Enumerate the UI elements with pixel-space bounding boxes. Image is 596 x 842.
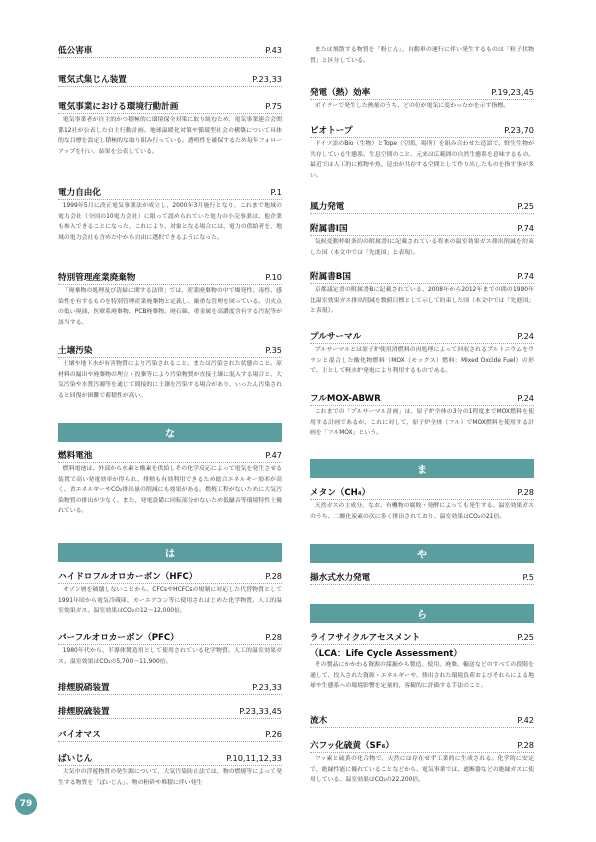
entry-term: 電力自由化 <box>58 188 101 198</box>
glossary-entry <box>310 486 534 522</box>
entry-page-ref: P.74 <box>517 271 534 281</box>
entry-page-ref: P.23,33,45 <box>239 706 282 716</box>
section-band-ra: ら <box>310 604 534 623</box>
entry-term: 流木 <box>310 716 328 726</box>
entry-page-ref: P.28 <box>265 632 282 642</box>
glossary-entry <box>310 222 534 258</box>
entry-description: プルサーマルとは原子炉使用済燃料の再処理によって回収されるプルトニウムをウランと混合した酸化物燃料（MOX（モックス）燃料：Mixed Oxcide Fuel）の形で、主として軽水炉発電により利用するものである。 <box>310 347 534 375</box>
entry-term: 附属書Ⅰ国 <box>310 224 348 234</box>
glossary-entry <box>58 344 282 401</box>
entry-page-ref: P.43 <box>265 45 282 55</box>
entry-page-ref: P.28 <box>517 740 534 750</box>
entry-page-ref: P.25 <box>517 632 534 642</box>
entry-description: ボイラーで発生した熱量のうち、どの位が電気に変わったかを示す指標。 <box>314 103 510 109</box>
entry-term: 土壌汚染 <box>58 346 93 356</box>
entry-page-ref: P.74 <box>517 223 534 233</box>
entry-description: 京都議定書の附属書Bに記載されている、2008年から2012年までの間の1990年比温室効果ガス排出削減を数値目標として示して約束した国（本文中では「先進国」と表現）。 <box>310 287 534 315</box>
entry-page-ref: P.26 <box>265 729 282 739</box>
glossary-entry <box>310 200 534 214</box>
section-band-na: な <box>58 423 282 442</box>
entry-description: 1999年5月に改正電気事業法が成立し、2000年3月施行となり、これまで地域の電力会社（全国の10電力会社）に限って認められていた電力の小売事業は、他企業も参入できることになった。これにより、対象となる場合には、電力の供給者を、地域の電力会社も含めた中から自由に選択できるようになった。 <box>58 203 282 241</box>
entry-description: フッ素と硫黄の化合物で、天然には存在せず工業的に生成される。化学的に安定で、絶縁性能に優れていることなどから、電気事業では、遮断器などの絶縁ガスに使用している。温室効果はCO₂の22,200倍。 <box>310 756 534 784</box>
entry-description: 電気事業者が自主的かつ積極的に環境保全対策に取り組むため、電気事業連合会関係12社が公表した自主行動計画。地球温暖化対策や循環型社会の構築について具体的な目標を設定し積極的な取り組み行っている。透明性を確保するため毎年フォローアップを行い、結果を公表している。 <box>58 117 282 155</box>
glossary-entry <box>310 86 534 112</box>
glossary-entry <box>58 44 282 58</box>
entry-term: 特別管理産業廃棄物 <box>58 273 136 283</box>
section-band-ha: は <box>58 543 282 562</box>
glossary-entry <box>310 631 534 692</box>
entry-term: 揚水式水力発電 <box>310 573 371 583</box>
glossary-entry <box>58 186 282 243</box>
entry-term-subtitle: （LCA：Life Cycle Assessment） <box>310 649 462 659</box>
entry-term: メタン（CH₄） <box>310 488 371 498</box>
glossary-entry <box>310 714 534 728</box>
entry-page-ref: P.28 <box>265 571 282 581</box>
glossary-entry <box>58 449 282 517</box>
entry-description: 気候変動枠組条約の附属書Ⅰに記載されている将来の温室効果ガス排出削減を約束した国（本文中では「先進国」と表現）。 <box>310 239 534 256</box>
entry-term: 燃料電池 <box>58 451 93 461</box>
entry-description: 1980年代から、半導体製造用として使用されている化学物質。人工的温室効果ガス。温室効果はCO₂の5,700～11,900倍。 <box>58 648 282 665</box>
entry-term: 電気式集じん装置 <box>58 75 127 85</box>
entry-page-ref: P.1 <box>270 187 282 197</box>
glossary-entry <box>310 571 534 585</box>
entry-page-ref: P.19,23,45 <box>491 87 534 97</box>
glossary-entry <box>310 270 534 317</box>
entry-term: 低公害車 <box>58 46 93 56</box>
entry-term: 電気事業における環境行動計画 <box>58 102 179 112</box>
entry-term: ビオトープ <box>310 126 353 136</box>
entry-description: 天然ガスの主成分。なお、有機物の腐敗・発酵によっても発生する。温室効果ガスのうち、二酸化炭素の次に多く排出されており、温室効果はCO₂の21倍。 <box>310 503 534 520</box>
entry-term: 排煙脱硫装置 <box>58 707 110 717</box>
entry-page-ref: P.28 <box>517 487 534 497</box>
entry-term: ばいじん <box>58 754 93 764</box>
entry-description: 燃料電池は、外部から水素と酸素を供給しその化学反応によって電気を発生させる装置で高い発電効率が得られ、排熱も有効利用できるため総合エネルギー効率が高く、省エネルギーやCO₂排出量の削減にも効果がある。燃焼工程がないために大気汚染物質の排出が少なく、また、発電設備に回転部分がないため低騒音等環境特性上優れている。 <box>58 466 282 515</box>
entry-page-ref: P.23,70 <box>504 125 534 135</box>
glossary-entry <box>58 631 282 667</box>
entry-description: 大気中の浮遊物質の発生源について、大気汚染防止法では、物の燃焼等によって発生する物質を「ばいじん」、物の粉砕や堆積に伴い発生 <box>58 769 282 786</box>
entry-page-ref: P.24 <box>517 331 534 341</box>
entry-page-ref: P.75 <box>265 101 282 111</box>
section-band-ya: や <box>310 544 534 563</box>
glossary-entry <box>58 728 282 742</box>
glossary-entry <box>58 73 282 87</box>
glossary-entry <box>58 100 282 157</box>
entry-term: 発電（熱）効率 <box>310 88 371 98</box>
entry-page-ref: P.42 <box>517 715 534 725</box>
section-band-ma: ま <box>310 459 534 478</box>
glossary-entry <box>58 570 282 617</box>
glossary-entry <box>58 271 282 328</box>
entry-term: プルサーマル <box>310 332 362 342</box>
entry-term: 風力発電 <box>310 202 345 212</box>
entry-page-ref: P.5 <box>522 572 534 582</box>
entry-term: 附属書B国 <box>310 272 351 282</box>
entry-description: オゾン層を破壊しないことから、CFCsやHCFCsの規制に対応した代替物質として1991年頃から電気冷蔵庫、カーエアコン等に使用されはじめた化学物質。人工的温室効果ガス。温室効果はCO₂の12～12,000倍。 <box>58 587 282 615</box>
entry-page-ref: P.24 <box>517 393 534 403</box>
entry-page-ref: P.47 <box>265 450 282 460</box>
entry-term: ハイドロフルオロカーボン（HFC） <box>58 572 198 582</box>
page-number-badge: 79 <box>15 793 37 815</box>
entry-description: 「廃棄物の処理及び清掃に関する法律」では、産業廃棄物の中で爆発性、毒性、感染性を有するものを特別管理産業廃棄物と定義し、厳重な管理を図っている。引火点の低い廃油、医療系廃棄物、PCB廃棄物、廃石綿、重金属を高濃度含有する汚泥等が該当する。 <box>58 288 282 326</box>
entry-description: ドイツ語のBio（生物）とTope（空間、場所）を組み合わせた造語で、野生生物が共存している生態系、生息空間のこと。元来は広範囲の自然生態系を意味するもの。最近では人工的に植物や魚、昆虫が共存する空間として作り出したものを指す事が多い。 <box>310 141 534 179</box>
entry-page-ref: P.23,33 <box>252 682 282 692</box>
entry-description: 土壌や地下水が有害物質により汚染されること。または汚染された状態のこと。原材料の漏出や廃棄物の埋立・投棄等により汚染物質が直接土壌に混入する場合と、大気汚染や水質汚濁等を通じて間接的に土壌を汚染する場合があり、いったん汚染されると回復が困難で蓄積性が高い。 <box>58 361 282 399</box>
glossary-entry <box>310 124 534 181</box>
entry-description: これまでの「プルサーマル計画」は、原子炉全体の3分の1程度までMOX燃料を使用する計画であるが、これに対して、原子炉全体（フル）でMOX燃料を使用する計画を「フルMOX」という。 <box>310 409 534 437</box>
entry-page-ref: P.35 <box>265 345 282 355</box>
glossary-entry <box>310 392 534 439</box>
entry-term: 排煙脱硝装置 <box>58 683 110 693</box>
glossary-entry <box>310 330 534 377</box>
glossary-entry-continued <box>310 44 534 66</box>
glossary-entry <box>58 681 282 695</box>
entry-term: 六フッ化硫黄（SF₆） <box>310 741 394 751</box>
entry-description: または飛散する物質を「粉じん」、自動車の運行に伴い発生するものは「粒子状物質」と区分している。 <box>310 47 534 64</box>
entry-page-ref: P.25 <box>517 201 534 211</box>
glossary-entry <box>58 752 282 788</box>
entry-term: フルMOX-ABWR <box>310 394 381 404</box>
entry-term: ライフサイクルアセスメント <box>310 633 421 643</box>
glossary-entry <box>310 739 534 786</box>
entry-page-ref: P.10 <box>265 272 282 282</box>
entry-description: その製品にかかわる資源の採掘から製造、使用、廃棄、輸送などのすべての段階を通して、投入された資源・エネルギーや、排出された環境負荷およびそれらによる地球や生態系への環境影響を定量的、客観的に評価する手法のこと。 <box>310 662 534 690</box>
entry-page-ref: P.10,11,12,33 <box>226 753 282 763</box>
glossary-entry <box>58 705 282 719</box>
entry-page-ref: P.23,33 <box>252 74 282 84</box>
entry-term: バイオマス <box>58 730 101 740</box>
entry-term: パーフルオロカーボン（PFC） <box>58 633 179 643</box>
